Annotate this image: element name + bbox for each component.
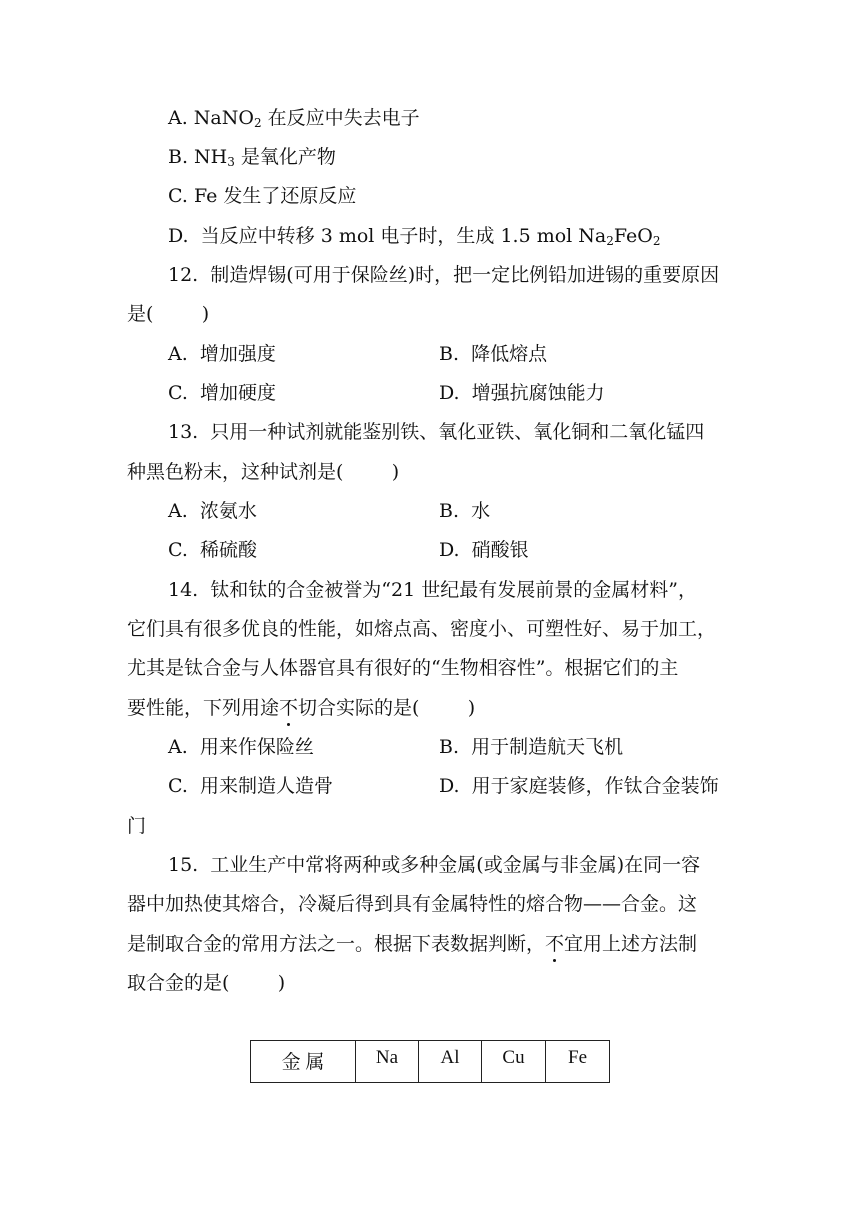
q13-option-c: C. 稀硫酸: [168, 539, 257, 561]
q14-option-d-wrap: 门: [127, 815, 147, 837]
table-cell-al: Al: [419, 1041, 482, 1083]
table-cell-cu: Cu: [482, 1041, 546, 1083]
q14-stem-line2: 它们具有很多优良的性能，如熔点高、密度小、可塑性好、易于加工，: [127, 618, 717, 640]
q15-stem-line4: 取合金的是( ): [127, 972, 286, 994]
q11-option-a: A. NaNO$_2$ 在反应中失去电子: [168, 107, 420, 130]
q12-option-a: A. 增加强度: [168, 343, 276, 365]
q15-stem-line2: 器中加热使其熔合，冷凝后得到具有金属特性的熔合物——合金。这: [127, 893, 698, 915]
q14-option-c: C. 用来制造人造骨: [168, 775, 333, 797]
emphasis-dot-char: 不: [279, 697, 299, 719]
q14-stem-line4: 要性能，下列用途不切合实际的是( ): [127, 697, 476, 719]
q15-stem-line3: 是制取合金的常用方法之一。根据下表数据判断，不宜用上述方法制: [127, 933, 698, 955]
q11-option-d: D. 当反应中转移 3 mol 电子时，生成 1.5 mol $Na_2FeO_2$: [168, 225, 661, 248]
q13-stem-line2: 种黑色粉末，这种试剂是( ): [127, 461, 400, 483]
q11-option-b: B. $NH_3$ 是氧化产物: [168, 146, 336, 169]
q13-stem-line1: 13. 只用一种试剂就能鉴别铁、氧化亚铁、氧化铜和二氧化锰四: [168, 421, 705, 443]
emphasis-dot-char: 不: [545, 933, 565, 955]
q13-option-b: B. 水: [439, 500, 491, 522]
q11-option-c: C. Fe 发生了还原反应: [168, 185, 357, 207]
q13-option-a: A. 浓氨水: [168, 500, 257, 522]
table-row: [251, 1041, 610, 1083]
table-header-cell: 金 属: [251, 1041, 356, 1083]
metals-table: [250, 1040, 610, 1083]
q14-stem-line3: 尤其是钛合金与人体器官具有很好的“生物相容性”。根据它们的主: [127, 657, 679, 679]
q12-option-b: B. 降低熔点: [439, 343, 548, 365]
q12-option-d: D. 增强抗腐蚀能力: [439, 382, 605, 404]
q15-stem-line1: 15. 工业生产中常将两种或多种金属(或金属与非金属)在同一容: [168, 854, 701, 876]
table-cell-fe: Fe: [546, 1041, 610, 1083]
q12-stem-line1: 12. 制造焊锡(可用于保险丝)时，把一定比例铅加进锡的重要原因: [168, 264, 720, 286]
q14-stem-line1: 14. 钛和钛的合金被誉为“21 世纪最有发展前景的金属材料”，: [168, 579, 697, 601]
q12-stem-line2: 是( ): [127, 303, 210, 325]
q14-option-d: D. 用于家庭装修，作钛合金装饰: [439, 775, 719, 797]
table-cell-na: Na: [356, 1041, 419, 1083]
q12-option-c: C. 增加硬度: [168, 382, 276, 404]
q14-option-b: B. 用于制造航天飞机: [439, 736, 624, 758]
q13-option-d: D. 硝酸银: [439, 539, 529, 561]
q14-option-a: A. 用来作保险丝: [168, 736, 314, 758]
